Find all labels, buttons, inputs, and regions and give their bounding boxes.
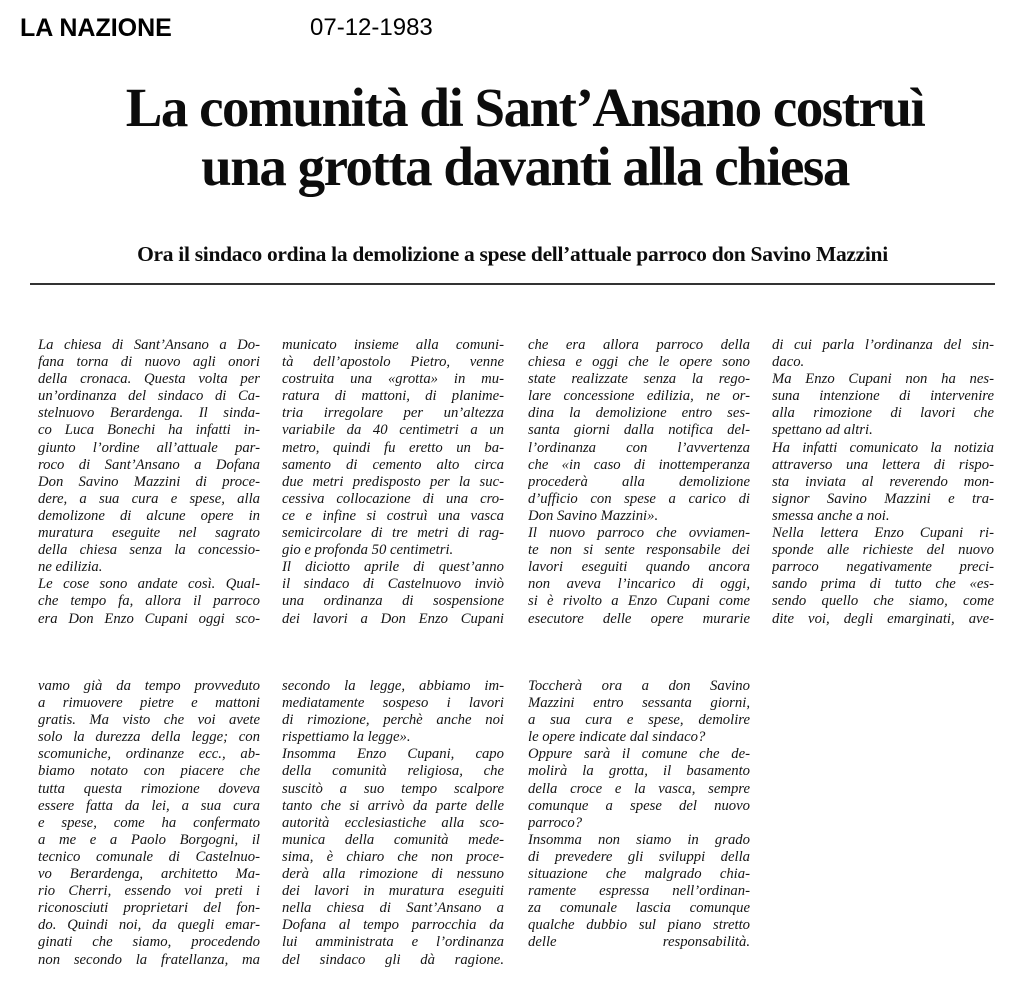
column-line: le opere indicate dal sindaco? xyxy=(528,729,706,746)
column-line: municato insieme alla comuni- xyxy=(282,337,504,353)
column-line: co Luca Bonechi ha infatti in- xyxy=(38,422,260,439)
column-line: Ha infatti comunicato la notizia xyxy=(772,439,994,456)
column-line: di prevedere gli sviluppi della xyxy=(528,848,750,865)
column-line: roco di Sant’Ansano a Dofana xyxy=(38,456,260,473)
column-line: daco. xyxy=(772,354,805,371)
column-line: sando prima di tutto che «es- xyxy=(772,576,994,593)
column-line: d’ufficio con spese a carico di xyxy=(528,490,750,507)
column-line: di rimozione, perchè anche noi xyxy=(282,712,504,729)
column-line: ce e infine si costruì una vasca xyxy=(282,507,504,524)
column-line: samento di cemento alto circa xyxy=(282,456,504,473)
publication-name: LA NAZIONE xyxy=(20,14,172,42)
article-column-2 xyxy=(282,337,504,628)
column-line: Oppure sarà il comune che de- xyxy=(528,746,750,763)
column-line: Ma Enzo Cupani non ha nes- xyxy=(772,371,994,388)
column-line: tà dell’apostolo Pietro, venne xyxy=(282,354,504,371)
column-line: demolizone di alcune opere in xyxy=(38,507,260,524)
column-line: che «in caso di inottemperanza xyxy=(528,456,750,473)
column-line: semicircolare di tre metri di rag- xyxy=(282,525,504,542)
column-line: Insomma Enzo Cupani, capo xyxy=(282,746,504,763)
column-line: due metri predisposto per la suc- xyxy=(282,473,504,490)
column-line: lui amministrata e l’ordinanza xyxy=(282,934,504,951)
column-line: della cronaca. Questa volta per xyxy=(38,371,260,388)
column-line: esecutore delle opere murarie xyxy=(528,610,750,627)
column-line: mediatamente sospeso i lavori xyxy=(282,695,504,712)
column-line: La chiesa di Sant’Ansano a Do- xyxy=(38,337,260,353)
column-line: a sua cura e spese, demolire xyxy=(528,712,750,729)
column-line: dite voi, degli emarginati, ave- xyxy=(772,610,994,627)
column-line: era Don Enzo Cupani oggi sco- xyxy=(38,610,260,627)
column-line: gratis. Ma visto che voi avete xyxy=(38,712,260,729)
column-line: della croce e la vasca, sempre xyxy=(528,780,750,797)
column-line: molirà la grotta, il basamento xyxy=(528,763,750,780)
column-line: suna intenzione di intervenire xyxy=(772,388,994,405)
column-line: attraverso una lettera di rispo- xyxy=(772,456,994,473)
column-line: sima, è chiaro che non proce- xyxy=(282,848,504,865)
column-line: sponde alle richieste del nuovo xyxy=(772,542,994,559)
column-line: santa giorni dalla notifica del- xyxy=(528,422,750,439)
column-line: signor Savino Mazzini e tra- xyxy=(772,490,994,507)
column-line: si è rivolto a Enzo Cupani come xyxy=(528,593,750,610)
column-line: chiesa e oggi che le opere sono xyxy=(528,354,750,371)
column-line: una ordinanza di sospensione xyxy=(282,593,504,610)
column-line: tecnico comunale di Castelnuo- xyxy=(38,848,260,865)
column-line: tutta questa rimozione doveva xyxy=(38,780,260,797)
column-line: cessiva collocazione di una cro- xyxy=(282,490,504,507)
column-line: non aveva l’incarico di oggi, xyxy=(528,576,750,593)
column-line: variabile da 40 centimetri a un xyxy=(282,422,504,439)
column-line: ginati che siamo, procedendo xyxy=(38,934,260,951)
column-line: dei lavori in muratura eseguiti xyxy=(282,883,504,900)
article-headline xyxy=(40,78,1010,196)
column-line: metro, quindi fu eretto un ba- xyxy=(282,439,504,456)
column-line: biamo notato con piacere che xyxy=(38,763,260,780)
article-column-5 xyxy=(38,678,260,969)
column-line: riconosciuti proprietari del fon- xyxy=(38,900,260,917)
column-line: smessa anche a noi. xyxy=(772,507,890,524)
column-line: autorità ecclesiastiche alla sco- xyxy=(282,814,504,831)
article-column-1 xyxy=(38,337,260,628)
column-line: e spese, come ha confermato xyxy=(38,814,260,831)
column-line: situazione che malgrado chia- xyxy=(528,866,750,883)
column-line: dina la demolizione entro ses- xyxy=(528,405,750,422)
column-line: alla rimozione di lavori che xyxy=(772,405,994,422)
column-line: stelnuovo Berardenga. Il sinda- xyxy=(38,405,260,422)
column-line: Don Savino Mazzini di proce- xyxy=(38,473,260,490)
column-line: do. Quindi noi, da quegli emar- xyxy=(38,917,260,934)
column-line: Mazzini entro sessanta giorni, xyxy=(528,695,750,712)
column-line: muratura eseguite nel sagrato xyxy=(38,525,260,542)
column-line: ramente espressa nell’ordinan- xyxy=(528,883,750,900)
article-column-4 xyxy=(772,337,994,628)
column-line: tanto che si arrivò da parte delle xyxy=(282,797,504,814)
column-line: l’ordinanza con l’avvertenza xyxy=(528,439,750,456)
column-line: spettano ad altri. xyxy=(772,422,873,439)
column-line: Le cose sono andate così. Qual- xyxy=(38,576,260,593)
column-line: Il nuovo parroco che ovviamen- xyxy=(528,525,750,542)
column-line: Insomma non siamo in grado xyxy=(528,831,750,848)
column-line: parroco? xyxy=(528,814,583,831)
column-line: te non si sente responsabile dei xyxy=(528,542,750,559)
column-line: un’ordinanza del sindaco di Ca- xyxy=(38,388,260,405)
publication-date: 07-12-1983 xyxy=(310,14,433,41)
column-line: scomuniche, ordinanze ecc., ab- xyxy=(38,746,260,763)
column-line: Dofana al tempo parrocchia da xyxy=(282,917,504,934)
newspaper-clipping xyxy=(30,72,1014,982)
headline-line-2: una grotta davanti alla chiesa xyxy=(201,136,849,197)
column-line: state realizzate senza la rego- xyxy=(528,371,750,388)
column-line: comunque a spese del nuovo xyxy=(528,797,750,814)
article-column-7 xyxy=(528,678,750,952)
article-column-6 xyxy=(282,678,504,969)
column-line: rio Cherri, essendo voi preti i xyxy=(38,883,260,900)
column-line: fana torna di nuovo agli onori xyxy=(38,354,260,371)
column-line: delle responsabilità. xyxy=(528,934,750,951)
column-line: del sindaco gli dà ragione. xyxy=(282,951,504,968)
column-line: non secondo la fratellanza, ma xyxy=(38,951,260,968)
column-line: lavori eseguiti quando ancora xyxy=(528,559,750,576)
column-line: ne edilizia. xyxy=(38,559,103,576)
subheadline-divider xyxy=(30,283,995,285)
column-line: parroco negativamente preci- xyxy=(772,559,994,576)
column-line: vamo già da tempo provveduto xyxy=(38,678,260,694)
column-line: dei lavori a Don Enzo Cupani xyxy=(282,610,504,627)
column-line: della comunità religiosa, che xyxy=(282,763,504,780)
column-line: nella chiesa di Sant’Ansano a xyxy=(282,900,504,917)
column-line: solo la durezza della legge; con xyxy=(38,729,260,746)
column-line: vo Berardenga, architetto Ma- xyxy=(38,866,260,883)
column-line: secondo la legge, abbiamo im- xyxy=(282,678,504,694)
column-line: sendo quello che siamo, come xyxy=(772,593,994,610)
column-line: Don Savino Mazzini». xyxy=(528,507,659,524)
column-line: Nella lettera Enzo Cupani ri- xyxy=(772,525,994,542)
column-line: della chiesa senza la concessio- xyxy=(38,542,260,559)
column-line: procederà alla demolizione xyxy=(528,473,750,490)
column-line: che era allora parroco della xyxy=(528,337,750,353)
article-subheadline: Ora il sindaco ordina la demolizione a spese dell’attuale parroco don Savino Mazzini xyxy=(137,242,888,266)
column-line: a me e a Paolo Borgogni, il xyxy=(38,831,260,848)
column-line: za comunale lascia comunque xyxy=(528,900,750,917)
column-line: lare concessione edilizia, ne or- xyxy=(528,388,750,405)
column-line: suscitò a suo tempo scalpore xyxy=(282,780,504,797)
column-line: che tempo fa, allora il parroco xyxy=(38,593,260,610)
column-line: ratura di mattoni, di planime- xyxy=(282,388,504,405)
column-line: munica della comunità mede- xyxy=(282,831,504,848)
column-line: Toccherà ora a don Savino xyxy=(528,678,750,694)
column-line: rispettiamo la legge». xyxy=(282,729,411,746)
column-line: tria irregolare per un’altezza xyxy=(282,405,504,422)
column-line: qualche dubbio sul piano stretto xyxy=(528,917,750,934)
headline-line-1: La comunità di Sant’Ansano costruì xyxy=(125,77,925,138)
column-line: giunto l’ordine all’attuale par- xyxy=(38,439,260,456)
column-line: gio e profonda 50 centimetri. xyxy=(282,542,454,559)
column-line: di cui parla l’ordinanza del sin- xyxy=(772,337,994,353)
column-line: dere, a sua cura e spese, alla xyxy=(38,490,260,507)
column-line: il sindaco di Castelnuovo inviò xyxy=(282,576,504,593)
column-line: derà alla rimozione di nessuno xyxy=(282,866,504,883)
column-line: costruita una «grotta» in mu- xyxy=(282,371,504,388)
article-column-3 xyxy=(528,337,750,628)
column-line: a rimuovere pietre e mattoni xyxy=(38,695,260,712)
column-line: Il diciotto aprile di quest’anno xyxy=(282,559,504,576)
column-line: essere fatta da lei, a sua cura xyxy=(38,797,260,814)
column-line: sta inviata al reverendo mon- xyxy=(772,473,994,490)
